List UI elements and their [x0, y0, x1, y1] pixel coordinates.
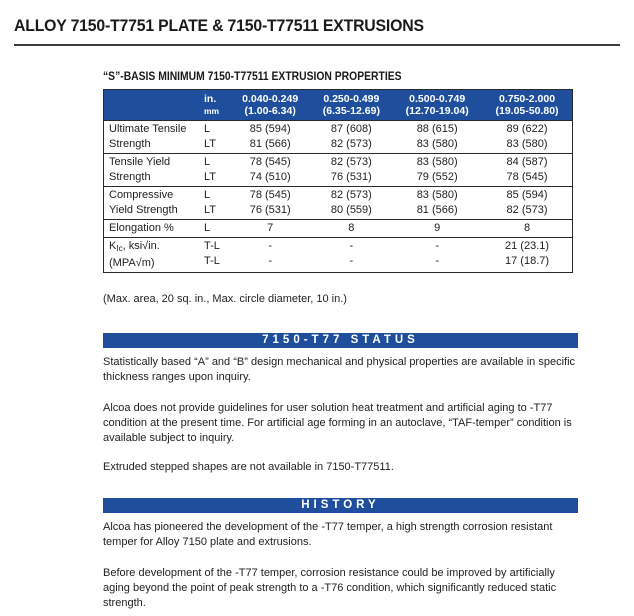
history-paragraph: Alcoa has pioneered the development of the -T77 temper, a high strength corrosion resistant temper for Alloy 7150 plate and extrusions.	[103, 521, 553, 548]
status-paragraph: Extruded stepped shapes are not available in 7150-T77511.	[103, 461, 394, 473]
header-units	[198, 90, 230, 121]
header-col-3: 0.500-0.749 (12.70-19.04)	[405, 93, 469, 117]
table-cell: 89 (622) 83 (580)	[482, 121, 572, 154]
table-cell: 9	[392, 220, 482, 238]
table-cell: 83 (580) 81 (566)	[392, 187, 482, 220]
table-cell: 78 (545) 76 (531)	[230, 187, 310, 220]
row-label: $K_{Ic}$, ksi√in. (MPA√m)	[104, 238, 199, 273]
row-label: Compressive Yield Strength	[104, 187, 199, 220]
title-divider	[14, 44, 620, 46]
page-title: ALLOY 7150-T7751 PLATE & 7150-T77511 EXTRUSIONS	[14, 16, 424, 35]
table-cell: 83 (580) 79 (552)	[392, 154, 482, 187]
table-cell: - -	[310, 238, 392, 273]
table-title: “S”-BASIS MINIMUM 7150-T77511 EXTRUSION PROPERTIES	[103, 71, 402, 83]
table-cell: 85 (594) 82 (573)	[482, 187, 572, 220]
table-cell: 78 (545) 74 (510)	[230, 154, 310, 187]
table-cell: 7	[230, 220, 310, 238]
row-direction: L LT	[198, 187, 230, 220]
unit-mm: mm	[204, 106, 220, 116]
table-row-compressive-yield	[104, 187, 573, 220]
table-cell: - -	[230, 238, 310, 273]
table-cell: 82 (573) 80 (559)	[310, 187, 392, 220]
header-col-1: 0.040-0.249 (1.00-6.34)	[242, 93, 299, 117]
history-paragraph: Before development of the -T77 temper, corrosion resistance could be improved by artificially aging beyond the point of peak strength to a -T76 condition, which significantly reduced static strength.	[103, 567, 557, 609]
table-cell: 8	[310, 220, 392, 238]
row-label: Tensile Yield Strength	[104, 154, 199, 187]
unit-in: in.	[204, 93, 217, 105]
status-heading-bar: 7150-T77 STATUS	[103, 333, 578, 348]
table-cell: 84 (587) 78 (545)	[482, 154, 572, 187]
row-label: Elongation %	[104, 220, 199, 238]
status-paragraph: Statistically based “A” and “B” design mechanical and physical properties are available in specific thickness ranges upon inquiry.	[103, 356, 576, 383]
table-cell: 21 (23.1) 17 (18.7)	[482, 238, 572, 273]
header-col-2: 0.250-0.499 (6.35-12.69)	[322, 93, 380, 117]
status-paragraph: Alcoa does not provide guidelines for user solution heat treatment and artificial aging to -T77 condition at the present time. For artificial age forming in an autoclave, “TAF-temper” condition is available subject to inquiry.	[103, 402, 572, 444]
history-heading-bar: HISTORY	[103, 498, 578, 513]
table-cell: 8	[482, 220, 572, 238]
table-cell: 87 (608) 82 (573)	[310, 121, 392, 154]
table-row-ultimate-tensile	[104, 121, 573, 154]
table-cell: 88 (615) 83 (580)	[392, 121, 482, 154]
table-cell: - -	[392, 238, 482, 273]
table-row-fracture-toughness	[104, 238, 573, 273]
row-label: Ultimate Tensile Strength	[104, 121, 199, 154]
row-direction: L LT	[198, 154, 230, 187]
table-cell: 85 (594) 81 (566)	[230, 121, 310, 154]
table-row-elongation	[104, 220, 573, 238]
table-note: (Max. area, 20 sq. in., Max. circle diameter, 10 in.)	[103, 293, 347, 305]
table-cell: 82 (573) 76 (531)	[310, 154, 392, 187]
properties-table	[103, 89, 573, 273]
table-row-tensile-yield	[104, 154, 573, 187]
table-header-row	[104, 90, 573, 121]
header-col-4: 0.750-2.000 (19.05-50.80)	[495, 93, 559, 117]
row-direction: L	[198, 220, 230, 238]
row-direction: T-L T-L	[198, 238, 230, 273]
header-blank	[104, 90, 199, 121]
row-direction: L LT	[198, 121, 230, 154]
